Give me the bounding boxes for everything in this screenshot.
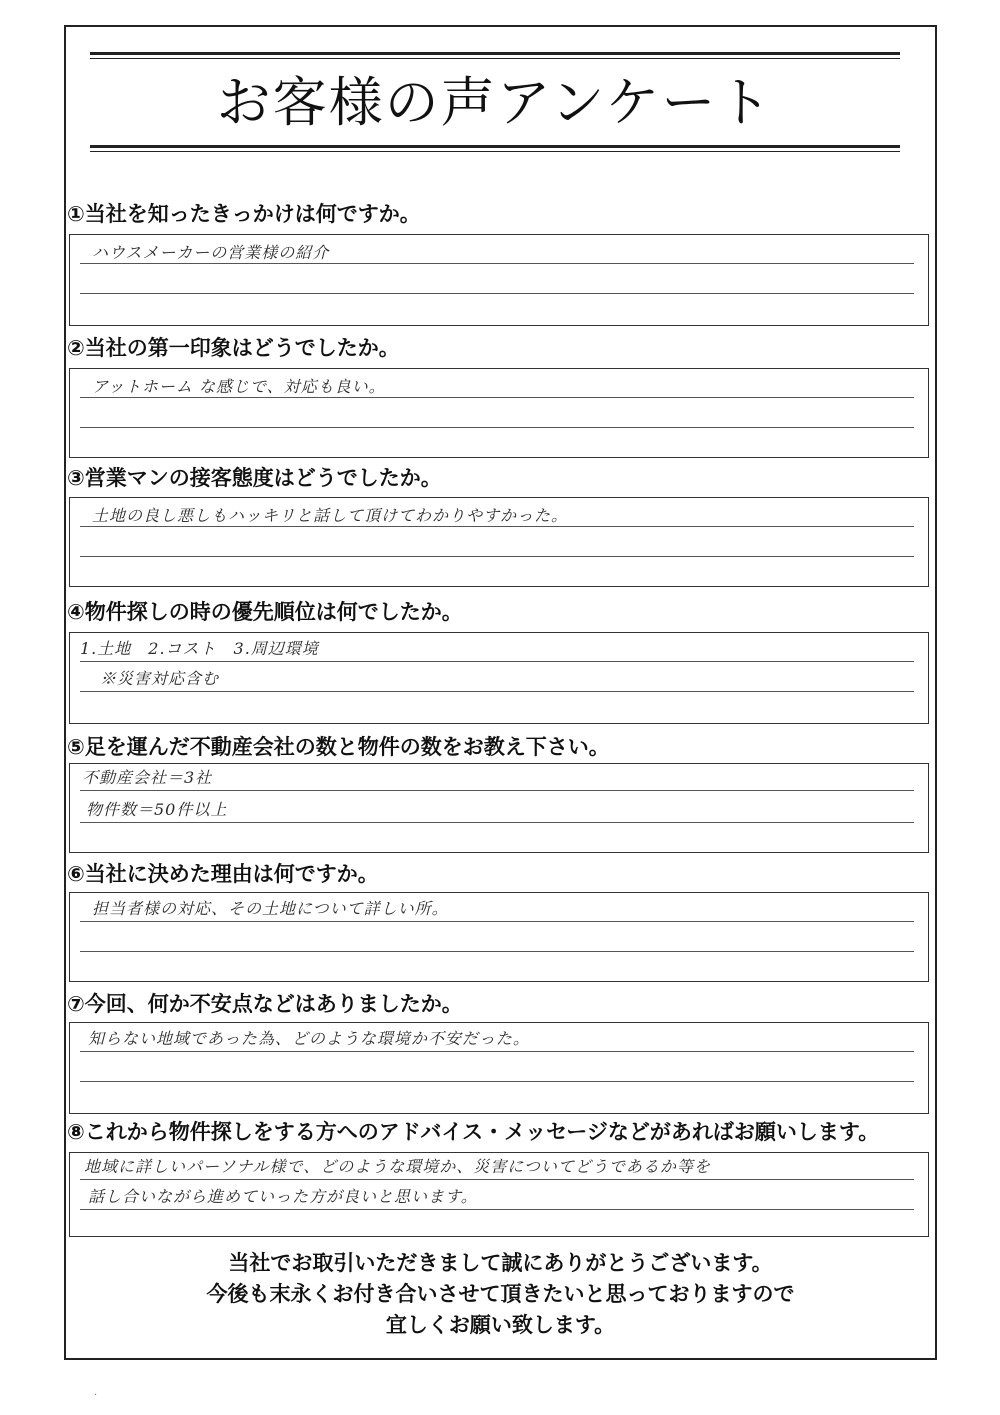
question-1-answer-box [69, 234, 929, 326]
ruled-line [80, 790, 914, 791]
question-1-label: ①当社を知ったきっかけは何ですか。 [67, 202, 421, 226]
ruled-line [80, 921, 914, 922]
question-6-label: ⑥当社に決めた理由は何ですか。 [67, 862, 379, 886]
question-7-answer-box [69, 1022, 929, 1114]
ruled-line [80, 1081, 914, 1082]
question-5-label: ⑤足を運んだ不動産会社の数と物件の数をお教え下さい。 [67, 735, 610, 759]
question-4-answer-line-2: ※災害対応含む [100, 669, 220, 688]
question-2-answer-box [69, 368, 929, 458]
question-8-answer-box [69, 1152, 929, 1237]
ruled-line [80, 293, 914, 294]
question-3-answer-line-1: 土地の良し悪しもハッキリと話して頂けてわかりやすかった。 [92, 506, 569, 525]
question-6-answer-line-1: 担当者様の対応、その土地について詳しい所。 [92, 899, 449, 918]
ruled-line [80, 427, 914, 428]
ruled-line [80, 822, 914, 823]
ruled-line [80, 556, 914, 557]
page-title: お客様の声アンケート [216, 71, 774, 134]
question-5-answer-box [69, 763, 929, 853]
closing-line-1: 当社でお取引いただきまして誠にありがとうございます。 [228, 1251, 773, 1275]
ruled-line [80, 1051, 914, 1052]
closing-line-2: 今後も末永くお付き合いさせて頂きたいと思っておりますので [206, 1282, 795, 1306]
title-rule-bottom [90, 145, 900, 152]
question-7-answer-line-1: 知らない地域であった為、どのような環境か不安だった。 [88, 1029, 530, 1048]
question-8-answer-line-2: 話し合いながら進めていった方が良いと思います。 [88, 1187, 478, 1206]
question-8-label: ⑧これから物件探しをする方へのアドバイス・メッセージなどがあればお願いします。 [67, 1120, 880, 1144]
question-8-answer-line-1: 地域に詳しいパーソナル様で、どのような環境か、災害についてどうであるか等を [84, 1157, 711, 1176]
ruled-line [80, 1179, 914, 1180]
ruled-line [80, 1209, 914, 1210]
question-5-answer-line-2: 物件数＝50件以上 [86, 800, 228, 819]
question-4-answer-box [69, 632, 929, 724]
closing-line-3: 宜しくお願い致します。 [385, 1313, 616, 1337]
question-3-answer-box [69, 497, 929, 587]
question-5-answer-line-1: 不動産会社＝3社 [82, 768, 213, 787]
ruled-line [80, 397, 914, 398]
question-6-answer-box [69, 892, 929, 982]
question-4-answer-line-1: 1.土地 2.コスト 3.周辺環境 [80, 639, 319, 658]
scan-speck: · [94, 1390, 98, 1401]
ruled-line [80, 526, 914, 527]
ruled-line [80, 661, 914, 662]
title-rule-top [90, 52, 900, 59]
question-7-label: ⑦今回、何か不安点などはありましたか。 [67, 992, 463, 1016]
question-2-answer-line-1: アットホーム な感じで、対応も良い。 [92, 377, 386, 396]
question-3-label: ③営業マンの接客態度はどうでしたか。 [67, 466, 442, 490]
question-4-label: ④物件探しの時の優先順位は何でしたか。 [67, 600, 463, 624]
question-1-answer-line-1: ハウスメーカーの営業様の紹介 [92, 243, 330, 262]
ruled-line [80, 263, 914, 264]
question-2-label: ②当社の第一印象はどうでしたか。 [67, 336, 400, 360]
ruled-line [80, 691, 914, 692]
ruled-line [80, 951, 914, 952]
